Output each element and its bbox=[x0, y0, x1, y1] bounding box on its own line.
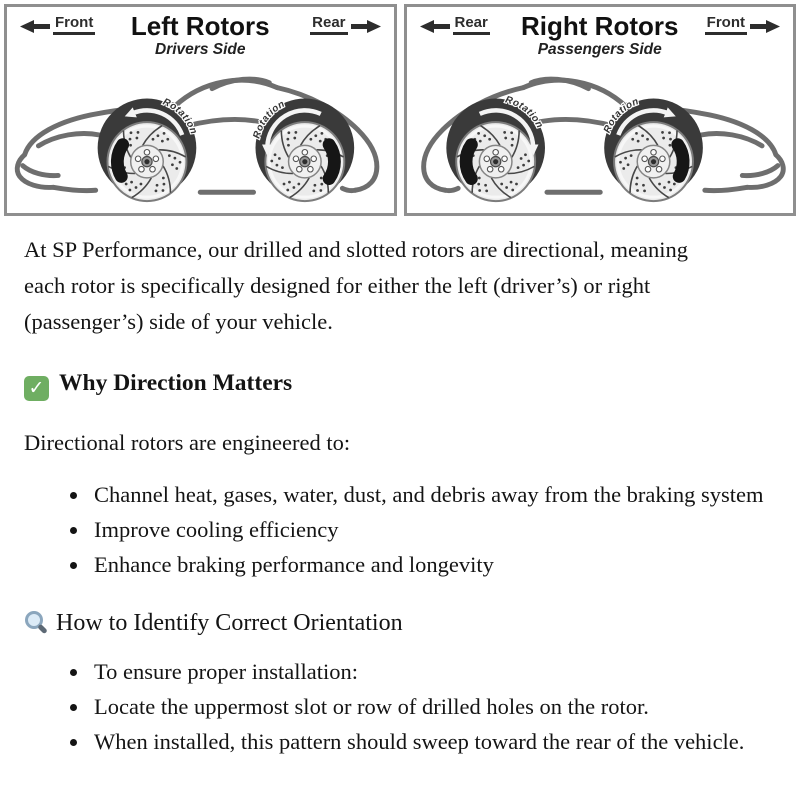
benefits-list bbox=[24, 477, 772, 582]
check-mark-icon: ✓ bbox=[24, 376, 49, 401]
list-item: • Locate the uppermost slot or row of drilled holes on the rotor. bbox=[90, 689, 772, 724]
front-direction-indicator bbox=[705, 16, 780, 35]
article-body bbox=[0, 232, 800, 759]
list-item: • To ensure proper installation: bbox=[90, 654, 772, 689]
orientation-steps-list bbox=[24, 654, 772, 759]
right-rotors-panel bbox=[404, 4, 797, 216]
front-label: Front bbox=[705, 16, 747, 35]
left-car-illustration bbox=[7, 61, 394, 209]
rotor-direction-diagram bbox=[0, 0, 800, 216]
rear-label: Rear bbox=[310, 16, 347, 35]
rear-label: Rear bbox=[453, 16, 490, 35]
panel-subtitle: Drivers Side bbox=[155, 41, 246, 58]
panel-subtitle: Passengers Side bbox=[537, 41, 662, 58]
magnifying-glass-icon bbox=[24, 609, 49, 635]
left-panel-header bbox=[7, 7, 394, 61]
panel-title: Left Rotors bbox=[130, 11, 270, 41]
list-item: • Improve cooling efficiency bbox=[90, 512, 772, 547]
heading-text: Why Direction Matters bbox=[59, 370, 293, 396]
rear-direction-indicator bbox=[310, 16, 380, 35]
right-arrow-icon bbox=[351, 20, 381, 33]
section-heading-why-direction-matters bbox=[24, 368, 772, 401]
right-panel-header bbox=[407, 7, 794, 61]
left-rotors-panel bbox=[4, 4, 397, 216]
panel-title: Right Rotors bbox=[521, 11, 679, 41]
section-heading-identify-orientation bbox=[24, 608, 772, 638]
right-car-illustration bbox=[407, 61, 794, 209]
list-item: • Channel heat, gases, water, dust, and debris away from the braking system bbox=[90, 477, 772, 512]
list-item: • When installed, this pattern should sweep toward the rear of the vehicle. bbox=[90, 724, 772, 759]
rotation-label: Rotation bbox=[601, 96, 641, 135]
intro-paragraph: At SP Performance, our drilled and slotted rotors are directional, meaning each rotor is specifically designed for either the left (driver’s) or right (passenger’s) side of your vehicle. bbox=[24, 237, 688, 334]
right-arrow-icon bbox=[750, 20, 780, 33]
rotation-label: Rotation bbox=[503, 94, 545, 131]
front-label: Front bbox=[53, 16, 95, 35]
list-item: • Enhance braking performance and longevity bbox=[90, 547, 772, 582]
rotation-label: Rotation bbox=[251, 98, 287, 140]
heading-text: How to Identify Correct Orientation bbox=[56, 609, 403, 636]
lead-sentence: Directional rotors are engineered to: bbox=[24, 429, 351, 455]
rotation-label: Rotation bbox=[161, 96, 200, 136]
